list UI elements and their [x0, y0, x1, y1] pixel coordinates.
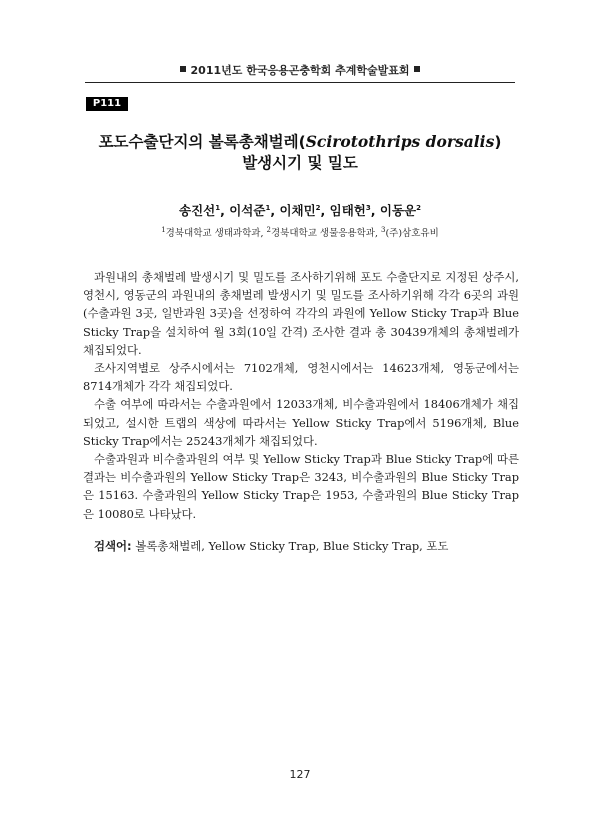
affiliation-mark: 1: [265, 203, 271, 212]
abstract-paragraph: 수출과원과 비수출과원의 여부 및 Yellow Sticky Trap과 Blue Sticky Trap에 따른 결과는 비수출과원의 Yellow Sticky Trap은 3243, 비수출과원의 Blue Sticky Trap은 15163. 수출과원의 Yellow Sticky Trap은 1953, 수출과원의 Blue Sticky Trap은 10080로 나타났다.: [83, 452, 519, 521]
affiliation-mark: 3: [365, 203, 371, 212]
author: 이채민$^2$,: [279, 203, 330, 218]
author-list: [60, 201, 540, 219]
abstract-paragraph: 조사지역별로 상주시에서는 7102개체, 영천시에서는 14623개체, 영동군에서는 8714개체가 각각 채집되었다.: [83, 361, 519, 394]
author: 임태헌$^3$,: [329, 203, 380, 218]
affiliation-mark: 2: [416, 203, 421, 212]
proceedings-header: [85, 62, 515, 83]
affiliation-mark: 1: [215, 203, 221, 212]
affiliation-mark: 2: [315, 203, 321, 212]
proceedings-header-text: 2011년도 한국응용곤충학회 추계학술발표회: [190, 64, 410, 77]
poster-id-badge: P111: [86, 97, 128, 111]
square-bullet-icon: [414, 66, 420, 72]
affiliation: $^3$(주)삼호유비: [381, 225, 439, 239]
author: 이동운$^2$: [379, 203, 421, 218]
paper-title: [60, 130, 540, 152]
page-number: 127: [289, 768, 311, 781]
abstract-paragraph: 과원내의 총채벌레 발생시기 및 밀도를 조사하기위해 포도 수출단지로 지정된 상주시, 영천시, 영동군의 과원내의 총채벌레 발생시기 및 밀도를 조사하기위해 각각 6곳의 과원(수출과원 3곳, 일반과원 3곳)을 선정하여 각각의 과원에 Yellow Sticky Trap과 Blue Sticky Trap을 설치하여 월 3회(10일 간격) 조사한 결과 총 30439개체의 총채벌레가 채집되었다.: [83, 270, 519, 357]
title-prefix: 포도수출단지의 볼록총채벌레(: [98, 133, 306, 151]
affiliation: $^2$경북대학교 생물응용학과,: [266, 225, 381, 239]
keywords: [83, 537, 519, 555]
abstract-body: [83, 268, 519, 523]
author: 이석준$^1$,: [229, 203, 280, 218]
keywords-text: 볼록총채벌레, Yellow Sticky Trap, Blue Sticky Trap, 포도: [131, 539, 449, 553]
affiliation: $^1$경북대학교 생태과학과,: [161, 225, 267, 239]
keywords-label: 검색어:: [94, 539, 132, 553]
title-suffix: ): [494, 133, 502, 151]
square-bullet-icon: [180, 66, 186, 72]
scientific-name: Scirotothrips dorsalis: [305, 132, 495, 151]
affiliation-list: [60, 225, 540, 239]
abstract-paragraph: 수출 여부에 따라서는 수출과원에서 12033개체, 비수출과원에서 18406개체가 채집되었고, 설시한 트랩의 색상에 따라서는 Yellow Sticky Trap에서 5196개체, Blue Sticky Trap에서는 25243개체가 채집되었다.: [83, 397, 519, 448]
paper-title-line-2: 발생시기 및 밀도: [242, 154, 358, 172]
author: 송진선$^1$,: [179, 203, 230, 218]
